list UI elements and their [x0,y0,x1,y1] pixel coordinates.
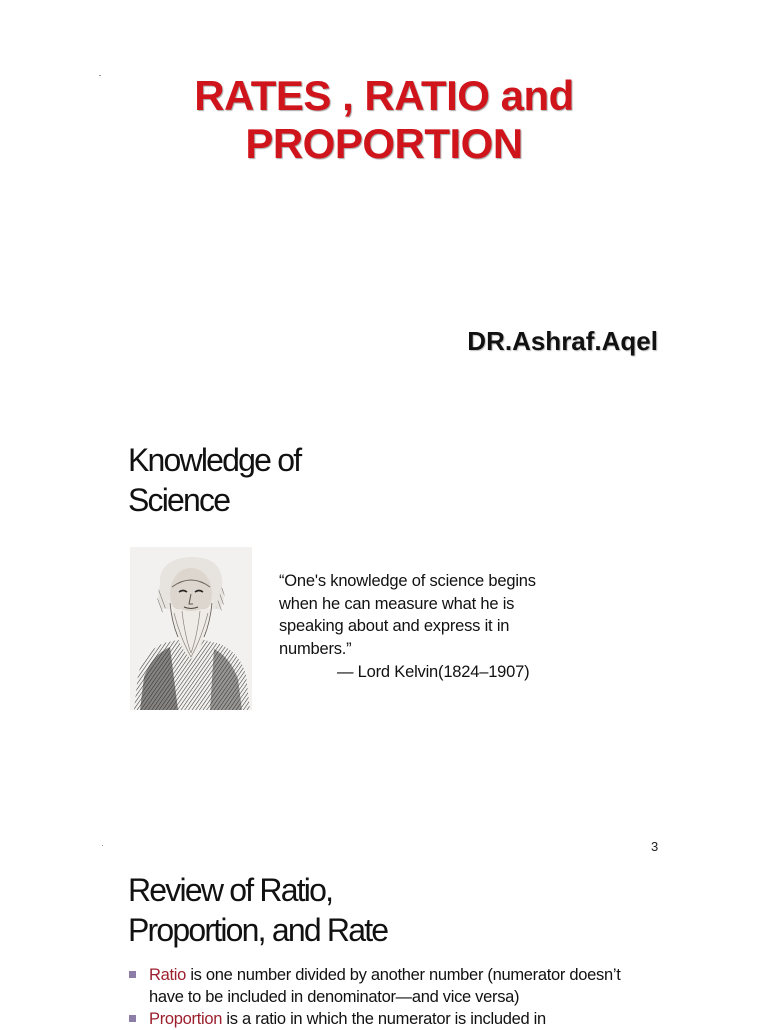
title-line-1: RATES , RATIO and [194,72,574,119]
square-bullet-icon [129,1015,136,1022]
definition-text: is one number divided by another number (numerator doesn’t have to be included in denominator—and vice versa) [149,966,621,1006]
list-item [128,1008,648,1030]
title-line-2: PROPORTION [245,120,523,167]
review-slide [0,860,768,1028]
definition-list [128,964,648,1030]
portrait-engraving-icon [130,547,252,710]
page-number: 3 [651,839,659,854]
heading-line-2: Proportion, and Rate [128,912,388,948]
definition-text: is a ratio in which the numerator is included in [222,1010,546,1028]
presentation-title [0,72,768,168]
slide-heading [128,870,387,950]
term-ratio: Ratio [149,966,187,984]
list-item [128,964,648,1008]
quote-attribution: — Lord Kelvin(1824–1907) [337,662,530,681]
heading-line-1: Knowledge of [128,442,301,478]
quote-line-2: when he can measure what he is [279,594,515,613]
heading-line-2: Science [128,482,230,518]
quote-line-1: “One's knowledge of science begins [279,572,536,590]
square-bullet-icon [129,971,136,978]
quote-line-3: speaking about and express it in [279,617,510,636]
heading-line-1: Review of Ratio, [128,872,333,908]
quote-line-4: numbers.” [279,640,352,659]
knowledge-slide [0,420,768,860]
term-proportion: Proportion [149,1010,223,1028]
kelvin-quote [279,570,579,684]
slide-heading [128,440,300,520]
title-slide [0,0,768,420]
author-name: DR.Ashraf.Aqel [467,326,658,356]
slide-corner-mark [102,845,103,846]
